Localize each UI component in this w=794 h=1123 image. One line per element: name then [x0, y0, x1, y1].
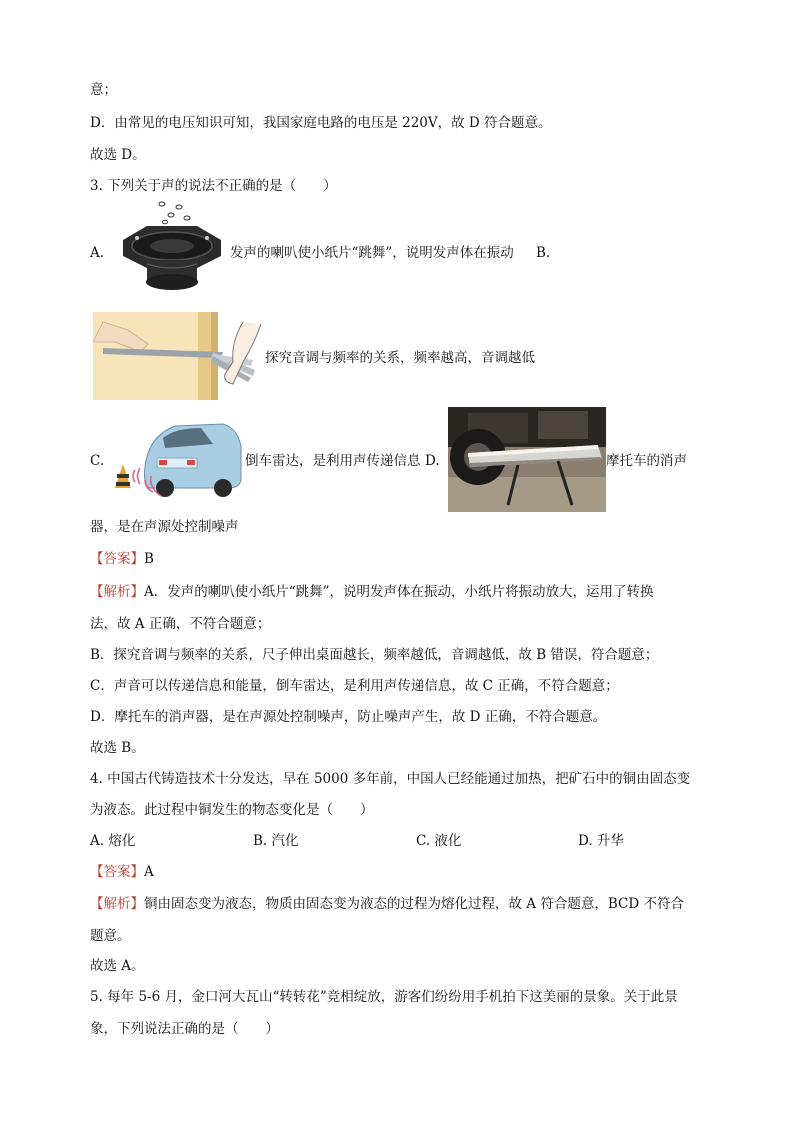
motorcycle-muffler-image: [448, 407, 606, 512]
option-c-label: C.: [90, 453, 105, 469]
text-line: 题意。: [90, 928, 131, 944]
text-line: 故选 D。: [90, 147, 146, 163]
question-5-stem: 5. 每年 5-6 月，金口河大瓦山“转转花”竞相绽放，游客们纷纷用手机拍下这美丽的景象。关于此景: [90, 989, 678, 1005]
option-a-text: 发声的喇叭使小纸片“跳舞”，说明发声体在振动: [230, 245, 514, 261]
answer-line: 【答案】A: [90, 864, 154, 880]
answer-tag: 【答案】: [90, 551, 144, 567]
text-line: 法，故 A 正确，不符合题意；: [90, 616, 271, 632]
q4-option-a: A. 熔化: [90, 833, 136, 849]
answer-value: B: [144, 551, 154, 567]
explanation-line: 【解析】A．发声的喇叭使小纸片“跳舞”，说明发声体在振动，小纸片将振动放大，运用了转换: [90, 584, 654, 600]
question-4-stem-continued: 为液态。此过程中铜发生的物态变化是（ ）: [90, 802, 374, 818]
option-d-label: D.: [425, 453, 440, 469]
explanation-line: 【解析】铜由固态变为液态，物质由固态变为液态的过程为熔化过程，故 A 符合题意，BCD 不符合: [90, 896, 684, 912]
text-line: 故选 A。: [90, 958, 145, 974]
q4-option-b: B. 汽化: [253, 833, 299, 849]
text-line: 意；: [90, 82, 117, 98]
text-line: C．声音可以传递信息和能量，倒车雷达，是利用声传递信息，故 C 正确，不符合题意；: [90, 678, 619, 694]
speaker-image: [117, 198, 227, 298]
question-4-stem: 4. 中国古代铸造技术十分发达，早在 5000 多年前，中国人已经能通过加热，把矿石中的铜由固态变: [90, 771, 691, 787]
question-3-stem: 3. 下列关于声的说法不正确的是（ ）: [90, 178, 337, 194]
option-d-text: 摩托车的消声: [606, 453, 687, 469]
car-radar-image: [105, 418, 243, 500]
q4-option-c: C. 液化: [416, 833, 462, 849]
option-c-text: 倒车雷达，是利用声传递信息: [245, 453, 421, 469]
option-b-label: B.: [536, 245, 551, 261]
text-line: B．探究音调与频率的关系，尺子伸出桌面越长，频率越低，音调越低，故 B 错误，符合题意；: [90, 647, 659, 663]
explanation-tag: 【解析】: [90, 584, 144, 600]
text-line: D．摩托车的消声器，是在声源处控制噪声，防止噪声产生，故 D 正确，不符合题意。: [90, 709, 607, 725]
option-b-text: 探究音调与频率的关系，频率越高，音调越低: [265, 350, 535, 366]
option-d-text-continued: 器，是在声源处控制噪声: [90, 519, 239, 535]
question-5-stem-continued: 象，下列说法正确的是（ ）: [90, 1021, 279, 1037]
text-line: 故选 B。: [90, 740, 145, 756]
option-a-label: A.: [90, 245, 105, 261]
answer-line: [90, 549, 154, 569]
ruler-experiment-image: [93, 312, 263, 400]
q4-option-d: D. 升华: [578, 833, 624, 849]
text-line: D．由常见的电压知识可知，我国家庭电路的电压是 220V，故 D 符合题意。: [90, 115, 552, 131]
